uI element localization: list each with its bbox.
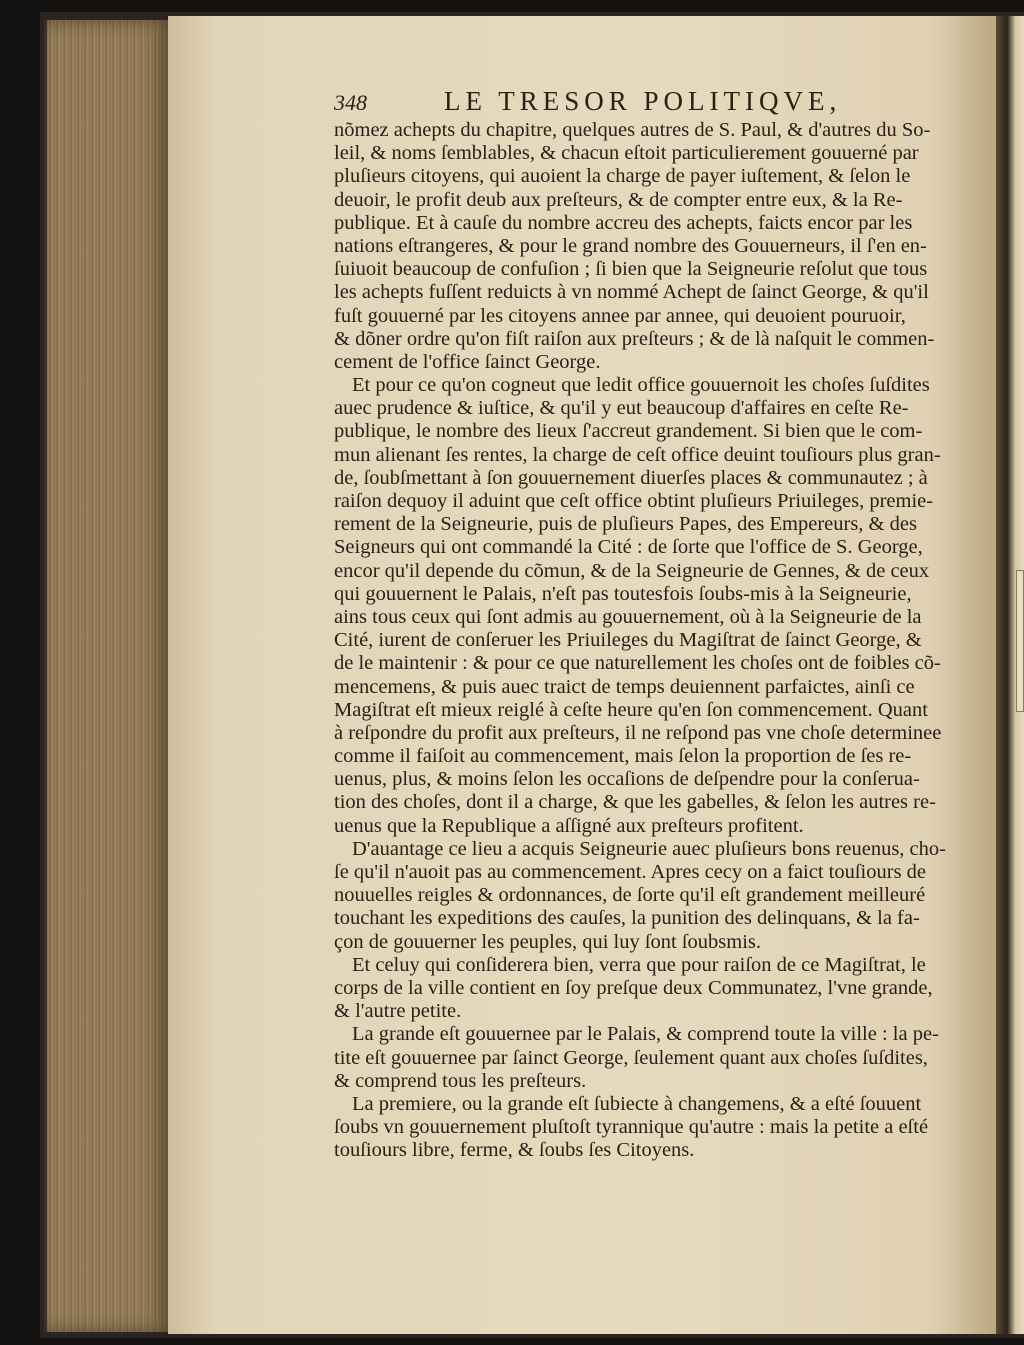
page-number: 348 [334,90,367,115]
text-line: çon de gouuerner les peuples, qui luy ſont ſoubsmis. [334,930,762,953]
text-line: rement de la Seigneurie, puis de pluſieurs Papes, des Empereurs, & des [334,513,917,536]
text-line: Et celuy qui conſiderera bien, verra que pour raiſon de ce Magiſtrat, le [352,953,926,976]
text-line: touchant les expeditions des cauſes, la punition des delinquans, & la fa- [334,907,920,930]
text-line: mencemens, & puis auec traict de temps deuiennent parfaictes, ainſi ce [334,675,915,698]
text-line: Et pour ce qu'on cogneut que ledit office gouuernoit les choſes ſuſdites [352,374,930,397]
text-line: D'auantage ce lieu a acquis Seigneurie auec pluſieurs bons reuenus, cho- [352,837,946,860]
text-line: leil, & noms ſemblables, & chacun eſtoit particulierement gouuerné par [334,142,919,165]
text-line: les achepts fuſſent reduicts à vn nommé Achept de ſainct George, & qu'il [334,281,929,304]
text-line: encor qu'il depende du cõmun, & de la Seigneurie de Gennes, & de ceux [334,559,930,582]
text-line: Seigneurs qui ont commandé la Cité : de ſorte que l'office de S. George, [334,536,923,559]
body-text [334,119,956,1162]
text-line: La premiere, ou la grande eſt ſubiecte à changemens, & a eſté ſouuent [352,1092,922,1115]
book-fore-edge [44,20,171,1332]
text-line: pluſieurs citoyens, qui auoient la charge de payer iuſtement, & ſelon le [334,165,911,188]
text-line: touſiours libre, ferme, & ſoubs ſes Citoyens. [334,1139,695,1162]
text-line: & l'autre petite. [334,1000,462,1023]
text-line: fuſt gouuerné par les citoyens annee par annee, qui deuoient pouruoir, [334,304,906,327]
text-line: comme il faiſoit au commencement, mais ſelon la proportion de ſes re- [334,745,912,768]
running-title: LE TRESOR POLITIQVE, [444,86,842,116]
text-line: & comprend tous les preſteurs. [334,1069,587,1092]
text-line: uenus, plus, & moins ſelon les occaſions de deſpendre pour la conſerua- [334,768,920,791]
text-line: mun alienant ſes rentes, la charge de ceſt office deuint touſiours plus gran- [334,443,941,466]
text-line: nõmez achepts du chapitre, quelques autres de S. Paul, & d'autres du So- [334,119,931,141]
text-line: ſuiuoit beaucoup de confuſion ; ſi bien que la Seigneurie reſolut que tous [334,258,928,281]
text-line: ſoubs vn gouuernement pluſtoſt tyrannique qu'autre : mais la petite a eſté [334,1116,929,1139]
text-line: de le maintenir : & pour ce que naturellement les choſes ont de foibles cõ- [334,652,941,675]
text-line: & dõner ordre qu'on fiſt raiſon aux preſteurs ; & de là naſquit le commen- [334,327,935,350]
text-line: ains tous ceux qui ſont admis au gouuernement, où à la Seigneurie de la [334,605,922,628]
text-line: qui gouuernent le Palais, n'eſt pas toutesfois ſoubs-mis à la Seigneurie, [334,582,912,605]
text-line: raiſon dequoy il aduint que ceſt office obtint pluſieurs Priuileges, premie- [334,490,934,512]
running-head [334,86,974,117]
text-line: La grande eſt gouuernee par le Palais, & comprend toute la ville : la pe- [352,1023,939,1046]
text-line: Magiſtrat eſt mieux reiglé à ceſte heure qu'en ſon commencement. Quant [334,698,928,721]
text-line: auec prudence & iuſtice, & qu'il y eut beaucoup d'affaires en ceſte Re- [334,397,909,420]
text-line: deuoir, le profit deub aux preſteurs, & de compter entre eux, & la Re- [334,188,903,211]
text-line: nations eſtrangeres, & pour le grand nombre des Gouuerneurs, il ſ'en en- [334,234,927,257]
text-line: Cité, iurent de conſeruer les Priuileges du Magiſtrat de ſainct George, & [334,629,922,652]
text-line: cement de l'office ſainct George. [334,350,601,373]
text-line: à reſpondre du profit aux preſteurs, il ne reſpond pas vne choſe determinee [334,721,942,744]
text-line: nouuelles reigles & ordonnances, de ſorte qu'il eſt grandement meilleuré [334,884,926,907]
text-line: publique. Et à cauſe du nombre accreu des achepts, faicts encor par les [334,211,913,234]
text-line: uenus que la Republique a aſſigné aux preſteurs profitent. [334,814,804,837]
text-line: publique, le nombre des lieux ſ'accreut grandement. Si bien que le com- [334,420,923,443]
page-tab-marker [1016,570,1024,712]
text-line: de, ſoubſmettant à ſon gouuernement diuerſes places & communautez ; à [334,466,928,489]
text-line: tion des choſes, dont il a charge, & que les gabelles, & ſelon les autres re- [334,791,936,814]
text-line: corps de la ville contient en ſoy preſque deux Communatez, l'vne grande, [334,976,933,999]
text-line: ſe qu'il n'auoit pas au commencement. Apres cecy on a faict touſiours de [334,861,927,883]
text-line: tite eſt gouuernee par ſainct George, ſeulement quant aux choſes ſuſdites, [334,1046,928,1069]
